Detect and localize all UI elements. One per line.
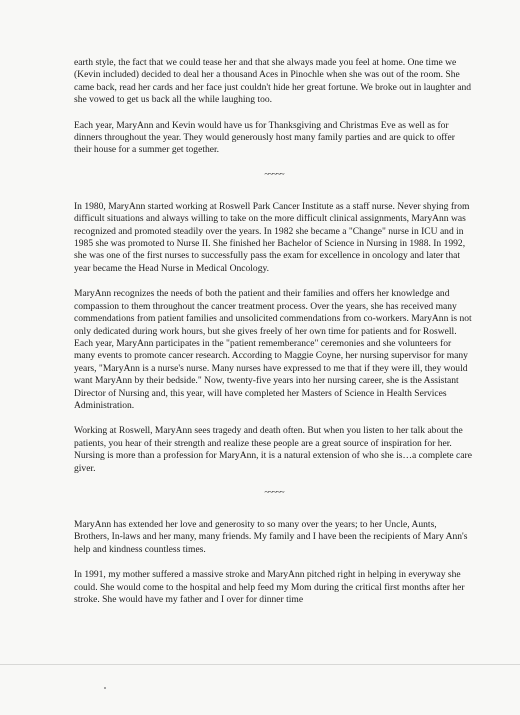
paragraph-roswell-career: In 1980, MaryAnn started working at Roswell Park Cancer Institute as a staff nurse. Never shying from difficult situations and always willing to take on the more difficult clinical assignments, MaryAnn was recognized and promoted steadily over the years. In 1982 she became a "Change" nurse in ICU and in 1985 she was promoted to Nurse II. She finished her Bachelor of Science in Nursing in 1988. In 1992, she was one of the first nurses to successfully pass the exam for excellence in oncology and later that year became the Head Nurse in Medical Oncology.	[74, 200, 470, 274]
section-divider: ~~~~~	[264, 486, 284, 497]
paragraph-holidays: Each year, MaryAnn and Kevin would have us for Thanksgiving and Christmas Eve as well as for dinners throughout the year. They would generously host many family parties and are quick to offer their house for a summer get together.	[74, 119, 455, 156]
paragraph-generosity: MaryAnn has extended her love and generosity to so many over the years; to her Uncle, Aunts, Brothers, In-laws and her many, many friends. My family and I have been the recipients of Mary Ann's help and kindness countless times.	[74, 518, 468, 555]
section-divider: ~~~~~	[264, 168, 284, 179]
scan-speck	[104, 687, 106, 689]
paragraph-card-game: earth style, the fact that we could tease her and that she always made you feel at home. One time we (Kevin included) decided to deal her a thousand Aces in Pinochle when she was out of the room. She came back, read her cards and her face just couldn't hide her great fortune. We broke out in laughter and she vowed to get us back all the while laughing too.	[74, 57, 472, 106]
paragraph-stroke: In 1991, my mother suffered a massive stroke and MaryAnn pitched right in helping in everyway she could. She would come to the hospital and help feed my Mom during the critical first months after her stroke. She would have my father and I over for dinner time	[74, 569, 465, 605]
paragraph-inspiration: Working at Roswell, MaryAnn sees tragedy and death often. But when you listen to her talk about the patients, you hear of their strength and realize these people are a great source of inspiration for her. Nursing is more than a profession for MaryAnn, it is a natural extension of who she is…a complete care giver.	[74, 425, 472, 474]
scan-edge-line	[0, 664, 520, 665]
paragraph-compassion: MaryAnn recognizes the needs of both the patient and their families and offers her knowledge and compassion to them throughout the cancer treatment process. Over the years, she has received many commendations from patient families and unsolicited commendations from co-workers. MaryAnn is not only dedicated during work hours, but she gives freely of her own time for patients and for Roswell. Each year, MaryAnn participates in the "patient rememberance" ceremonies and she volunteers for many events to promote cancer research. According to Maggie Coyne, her nursing supervisor for many years, "MaryAnn is a nurse's nurse. Many nurses have expressed to me that if they were ill, they would want MaryAnn by their bedside." Now, twenty-five years into her nursing career, she is the Assistant Director of Nursing and, this year, will have completed her Masters of Science in Health Services Administration.	[74, 288, 472, 411]
document-body	[74, 57, 474, 619]
